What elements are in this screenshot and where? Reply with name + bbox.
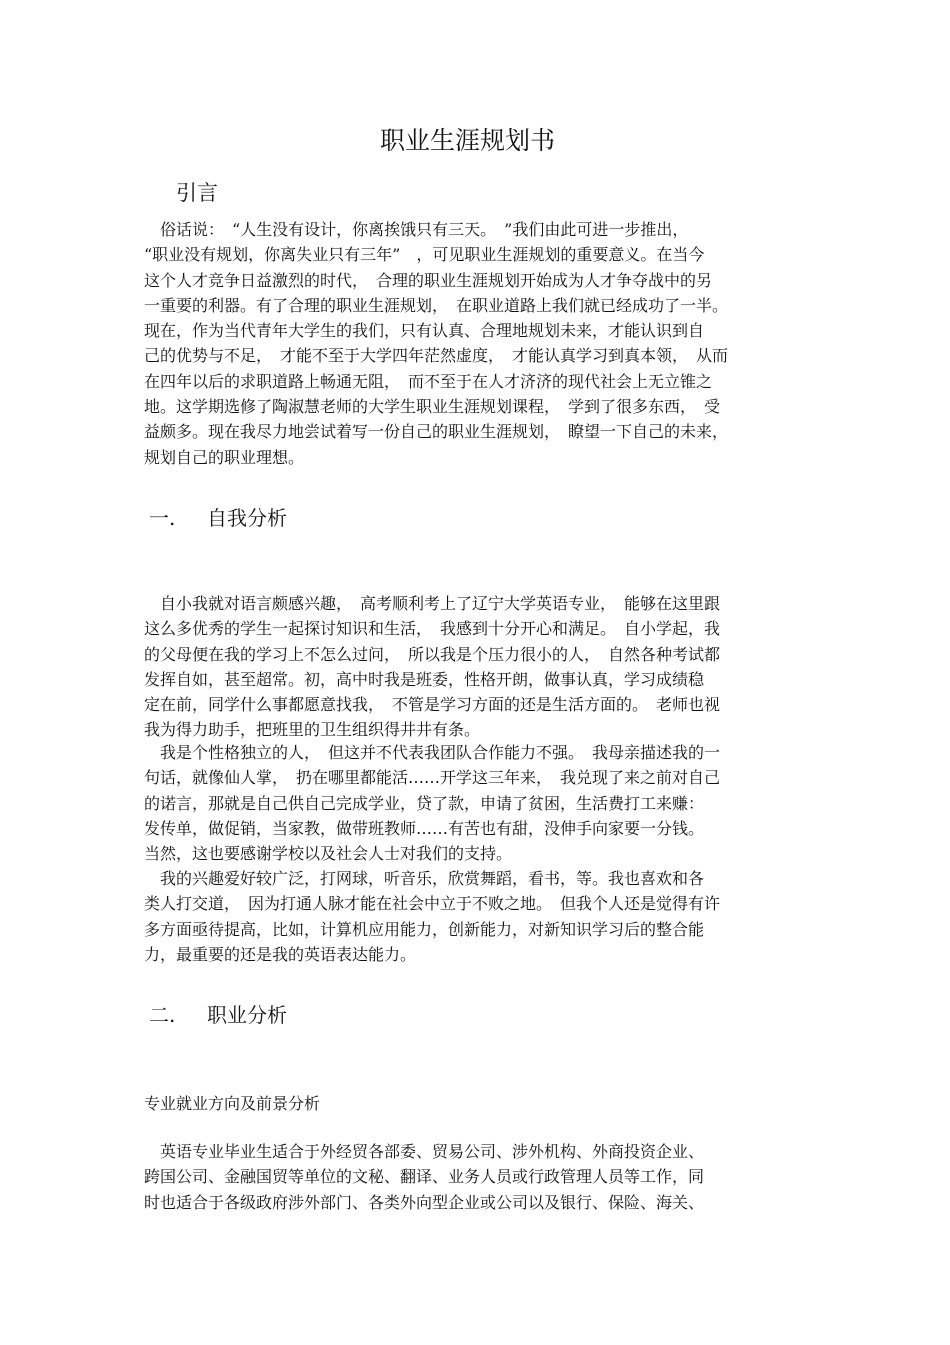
text-line: 的父母便在我的学习上不怎么过问， 所以我是个压力很小的人， 自然各种考试都 bbox=[144, 644, 721, 664]
text-line: 英语专业毕业生适合于外经贸各部委、贸易公司、涉外机构、外商投资企业、 bbox=[144, 1142, 705, 1161]
section-number: 一. bbox=[149, 506, 176, 530]
text-line: 当然，这也要感谢学校以及社会人士对我们的支持。 bbox=[144, 844, 513, 864]
text-line: “职业没有规划，你离失业只有三年” ，可见职业生涯规划的重要意义。在当今 bbox=[144, 245, 705, 265]
section-number: 二. bbox=[149, 1003, 176, 1027]
text-line: 多方面亟待提高，比如，计算机应用能力，创新能力，对新知识学习后的整合能 bbox=[144, 919, 705, 939]
text-line: 定在前，同学什么事都愿意找我， 不管是学习方面的还是生活方面的。 老师也视 bbox=[144, 695, 721, 715]
text-line: 这个人才竞争日益激烈的时代， 合理的职业生涯规划开始成为人才争夺战中的另 bbox=[144, 270, 713, 290]
text-line: 我的兴趣爱好较广泛，打网球，听音乐，欣赏舞蹈，看书，等。我也喜欢和各 bbox=[144, 869, 705, 888]
text-line: 自小我就对语言颇感兴趣， 高考顺利考上了辽宁大学英语专业， 能够在这里跟 bbox=[144, 594, 721, 613]
text-line: 我为得力助手，把班里的卫生组织得井井有条。 bbox=[144, 720, 481, 740]
text-line: 己的优势与不足， 才能不至于大学四年茫然虚度， 才能认真学习到真本领， 从而 bbox=[144, 346, 729, 366]
text-line: 俗话说： “人生没有设计，你离挨饿只有三天。 ”我们由此可进一步推出， bbox=[144, 220, 689, 239]
text-line: 跨国公司、金融国贸等单位的文秘、翻译、业务人员或行政管理人员等工作，同 bbox=[144, 1167, 705, 1187]
text-line: 的诺言，那就是自己供自己完成学业，贷了款，申请了贫困，生活费打工来赚： bbox=[144, 793, 705, 813]
document-title: 职业生涯规划书 bbox=[379, 126, 555, 155]
text-line: 在四年以后的求职道路上畅通无阻， 而不至于在人才济济的现代社会上无立锥之 bbox=[144, 371, 713, 391]
subheading-career-prospects: 专业就业方向及前景分析 bbox=[144, 1094, 321, 1113]
intro-heading: 引言 bbox=[176, 181, 218, 205]
text-line: 规划自己的职业理想。 bbox=[144, 447, 305, 467]
self-analysis-paragraph-1 bbox=[144, 591, 812, 743]
text-line: 发传单，做促销，当家教，做带班教师……有苦也有甜，没伸手向家要一分钱。 bbox=[144, 818, 705, 838]
text-line: 发挥自如，甚至超常。初，高中时我是班委，性格开朗，做事认真，学习成绩稳 bbox=[144, 669, 705, 689]
text-line: 时也适合于各级政府涉外部门、各类外向型企业或公司以及银行、保险、海关、 bbox=[144, 1192, 705, 1212]
text-line: 一重要的利器。有了合理的职业生涯规划， 在职业道路上我们就已经成功了一半。 bbox=[144, 295, 729, 315]
intro-paragraph bbox=[144, 217, 812, 470]
text-line: 现在，作为当代青年大学生的我们，只有认真、合理地规划未来，才能认识到自 bbox=[144, 321, 705, 341]
text-line: 益颇多。现在我尽力地尝试着写一份自己的职业生涯规划， 瞭望一下自己的未来， bbox=[144, 422, 729, 442]
text-line: 地。这学期选修了陶淑慧老师的大学生职业生涯规划课程， 学到了很多东西， 受 bbox=[144, 397, 721, 417]
text-line: 句话，就像仙人掌， 扔在哪里都能活……开学这三年来， 我兑现了来之前对自己 bbox=[144, 768, 721, 788]
text-line: 我是个性格独立的人， 但这并不代表我团队合作能力不强。 我母亲描述我的一 bbox=[144, 743, 721, 762]
section-title: 职业分析 bbox=[207, 1003, 287, 1027]
section-heading-self-analysis bbox=[149, 503, 287, 533]
section-heading-career-analysis bbox=[149, 1000, 287, 1030]
self-analysis-paragraph-2 bbox=[144, 740, 812, 866]
text-line: 这么多优秀的学生一起探讨知识和生活， 我感到十分开心和满足。 自小学起，我 bbox=[144, 619, 721, 639]
text-line: 类人打交道， 因为打通人脉才能在社会中立于不败之地。 但我个人还是觉得有许 bbox=[144, 894, 721, 914]
section-title: 自我分析 bbox=[207, 506, 287, 530]
text-line: 力，最重要的还是我的英语表达能力。 bbox=[144, 944, 417, 964]
self-analysis-paragraph-3 bbox=[144, 866, 812, 967]
career-analysis-paragraph-1 bbox=[144, 1139, 812, 1215]
